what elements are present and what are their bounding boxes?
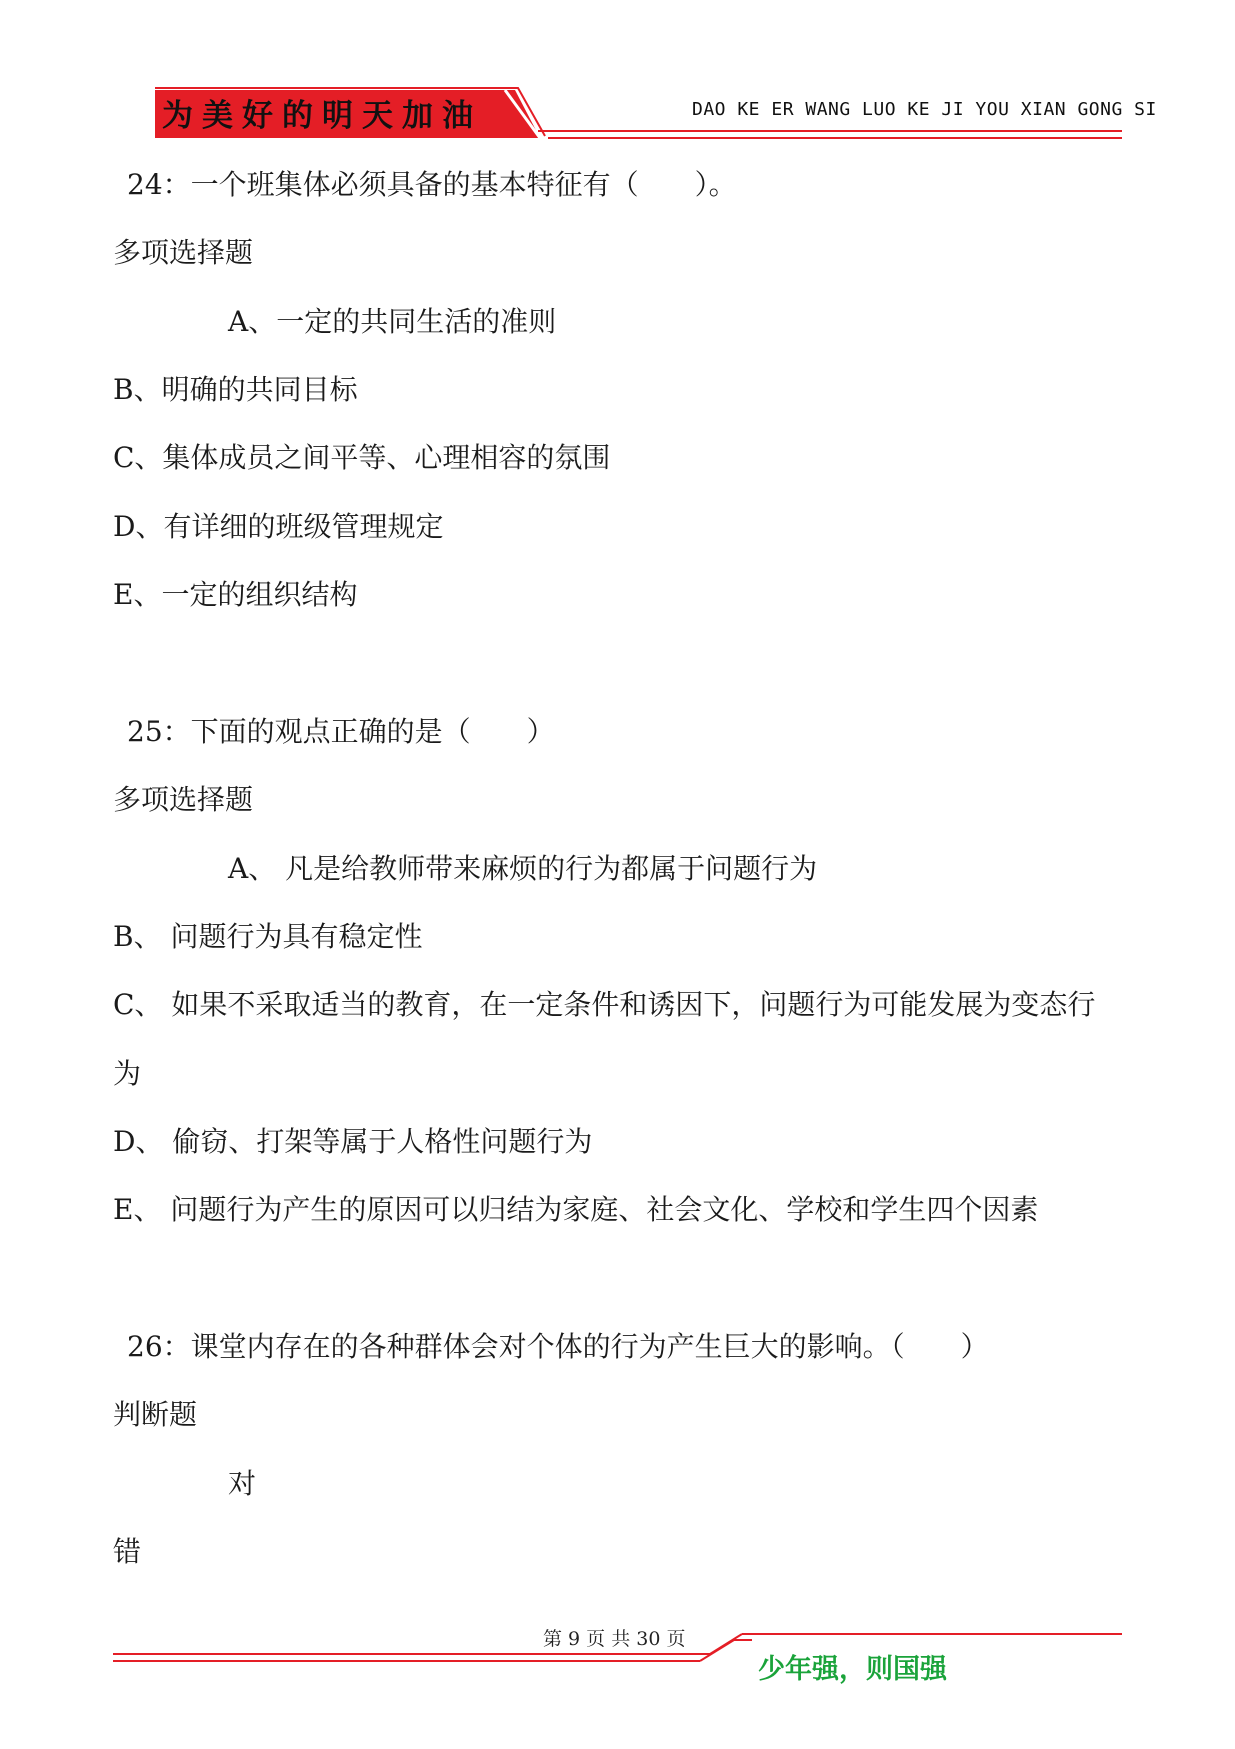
question-type: 判断题	[113, 1398, 198, 1431]
option-d: D、 偷窃、打架等属于人格性问题行为	[113, 1125, 593, 1158]
option-false: 错	[113, 1535, 142, 1568]
option-a: A、一定的共同生活的准则	[228, 305, 557, 338]
option-d: D、有详细的班级管理规定	[113, 510, 444, 543]
question-type: 多项选择题	[113, 236, 254, 269]
option-c: C、 如果不采取适当的教育，在一定条件和诱因下，问题行为可能发展为变态行	[113, 988, 1096, 1021]
option-e: E、 问题行为产生的原因可以归结为家庭、社会文化、学校和学生四个因素	[113, 1193, 1039, 1226]
option-a: A、 凡是给教师带来麻烦的行为都属于问题行为	[228, 852, 818, 885]
option-true: 对	[228, 1467, 257, 1500]
company-name: DAO KE ER WANG LUO KE JI YOU XIAN GONG SI	[692, 99, 1157, 120]
option-b: B、 问题行为具有稳定性	[113, 920, 423, 953]
question-stem: 25：下面的观点正确的是（ ）	[127, 715, 555, 748]
question-stem: 26：课堂内存在的各种群体会对个体的行为产生巨大的影响。（ ）	[127, 1330, 989, 1363]
option-c-continued: 为	[113, 1057, 142, 1090]
option-c: C、集体成员之间平等、心理相容的氛围	[113, 441, 611, 474]
option-e: E、一定的组织结构	[113, 578, 358, 611]
question-type: 多项选择题	[113, 783, 254, 816]
footer-rule-graphic	[0, 1630, 1235, 1670]
page-number: 第 9 页 共 30 页	[543, 1628, 686, 1650]
footer-slogan: 少年强，则国强	[758, 1654, 947, 1685]
question-stem: 24：一个班集体必须具备的基本特征有（ ）。	[127, 168, 737, 201]
option-b: B、明确的共同目标	[113, 373, 358, 406]
banner-title: 为美好的明天加油	[162, 98, 482, 134]
